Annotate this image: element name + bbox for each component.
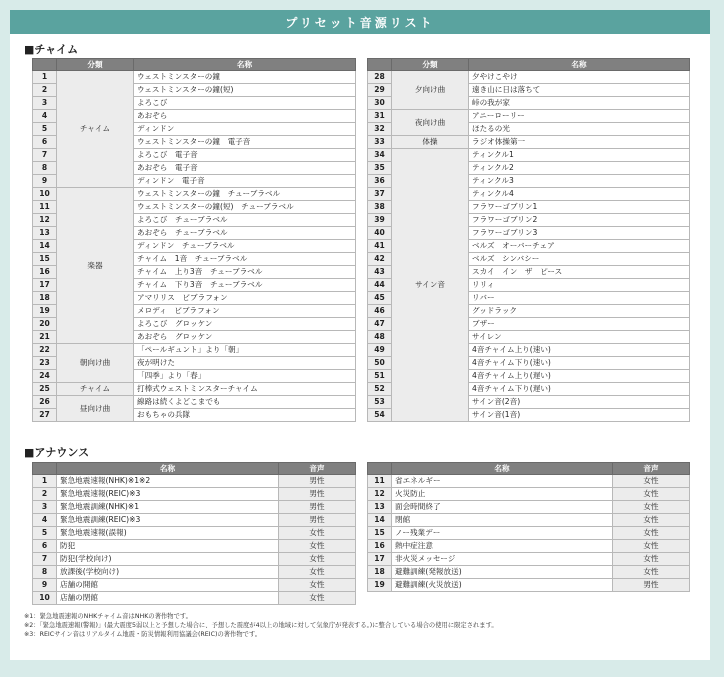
announce-no-header xyxy=(33,463,57,475)
row-number: 2 xyxy=(33,488,57,501)
row-number: 9 xyxy=(33,175,57,188)
table-row xyxy=(33,383,356,396)
row-number: 50 xyxy=(368,357,392,370)
announcement-name: 防犯(学校向け) xyxy=(57,553,279,566)
row-number: 30 xyxy=(368,97,392,110)
table-row xyxy=(33,488,356,501)
row-number: 11 xyxy=(368,475,392,488)
sound-name: アマリリス ビブラフォン xyxy=(134,292,356,305)
sound-name: 4音チャイム下り(遅い) xyxy=(469,383,690,396)
row-number: 38 xyxy=(368,201,392,214)
sound-name: ベルズ オーバーチェア xyxy=(469,240,690,253)
row-number: 11 xyxy=(33,201,57,214)
row-number: 8 xyxy=(33,162,57,175)
category-cell: サイン音 xyxy=(392,149,469,422)
row-number: 16 xyxy=(33,266,57,279)
announce-voice-header: 音声 xyxy=(613,463,690,475)
announcement-name: 店舗の開館 xyxy=(57,579,279,592)
voice-cell: 女性 xyxy=(613,566,690,579)
footnote: ※1：緊急地震速報のNHKチャイム音はNHKの著作物です。 xyxy=(24,613,192,620)
row-number: 10 xyxy=(33,188,57,201)
voice-cell: 女性 xyxy=(613,501,690,514)
sound-name: 4音チャイム上り(遅い) xyxy=(469,370,690,383)
sound-name: グッドラック xyxy=(469,305,690,318)
table-row xyxy=(368,475,690,488)
row-number: 48 xyxy=(368,331,392,344)
sound-name: チャイム 上り3音 チューブラベル xyxy=(134,266,356,279)
category-cell: 楽器 xyxy=(57,188,134,344)
table-row xyxy=(33,475,356,488)
row-number: 35 xyxy=(368,162,392,175)
row-number: 1 xyxy=(33,475,57,488)
row-number: 15 xyxy=(33,253,57,266)
row-number: 2 xyxy=(33,84,57,97)
table-row xyxy=(33,71,356,84)
chime-section-heading: ■チャイム xyxy=(24,43,79,56)
sound-name: チャイム 1音 チューブラベル xyxy=(134,253,356,266)
sound-name: サイレン xyxy=(469,331,690,344)
sound-name: よろこび 電子音 xyxy=(134,149,356,162)
table-row xyxy=(33,514,356,527)
sound-name: あおぞら チューブラベル xyxy=(134,227,356,240)
voice-cell: 女性 xyxy=(613,527,690,540)
row-number: 25 xyxy=(33,383,57,396)
category-cell: チャイム xyxy=(57,71,134,188)
announcement-name: 避難訓練(火災放送) xyxy=(392,579,613,592)
footnote: ※3：REICサイン音はリアルタイム地震・防災情報利用協議会(REIC)の著作物です。 xyxy=(24,631,262,638)
sound-name: 打棒式ウェストミンスターチャイム xyxy=(134,383,356,396)
row-number: 54 xyxy=(368,409,392,422)
table-row xyxy=(368,501,690,514)
announcement-name: 放課後(学校向け) xyxy=(57,566,279,579)
row-number: 31 xyxy=(368,110,392,123)
row-number: 19 xyxy=(368,579,392,592)
row-number: 49 xyxy=(368,344,392,357)
row-number: 13 xyxy=(368,501,392,514)
table-row xyxy=(368,553,690,566)
announce-section-heading: ■アナウンス xyxy=(24,446,90,459)
table-row xyxy=(368,149,690,162)
sound-name: リバー xyxy=(469,292,690,305)
row-number: 43 xyxy=(368,266,392,279)
announcement-name: 閉館 xyxy=(392,514,613,527)
sound-name: ディンドン チューブラベル xyxy=(134,240,356,253)
chime-table-left xyxy=(32,58,356,422)
voice-cell: 女性 xyxy=(613,553,690,566)
row-number: 10 xyxy=(33,592,57,605)
sound-name: ウェストミンスターの鐘 チューブラベル xyxy=(134,188,356,201)
chime-no-header xyxy=(368,59,392,71)
row-number: 46 xyxy=(368,305,392,318)
sound-name: 4音チャイム下り(速い) xyxy=(469,357,690,370)
row-number: 28 xyxy=(368,71,392,84)
row-number: 52 xyxy=(368,383,392,396)
sound-name: ウェストミンスターの鐘(短) xyxy=(134,84,356,97)
chime-name-header: 名称 xyxy=(469,59,690,71)
row-number: 12 xyxy=(368,488,392,501)
announcement-name: 省エネルギー xyxy=(392,475,613,488)
sound-name: リリィ xyxy=(469,279,690,292)
sound-name: ブザー xyxy=(469,318,690,331)
sound-name: ティンクル1 xyxy=(469,149,690,162)
row-number: 36 xyxy=(368,175,392,188)
sound-name: 「四季」より「春」 xyxy=(134,370,356,383)
announcement-name: 緊急地震訓練(NHK)※1 xyxy=(57,501,279,514)
row-number: 53 xyxy=(368,396,392,409)
announcement-name: 店舗の閉館 xyxy=(57,592,279,605)
category-cell: 朝向け曲 xyxy=(57,344,134,383)
row-number: 29 xyxy=(368,84,392,97)
table-row xyxy=(368,488,690,501)
sound-name: フラワーゴブリン3 xyxy=(469,227,690,240)
table-row xyxy=(33,566,356,579)
row-number: 19 xyxy=(33,305,57,318)
voice-cell: 女性 xyxy=(279,566,356,579)
table-row xyxy=(33,540,356,553)
announcement-name: 面会時間終了 xyxy=(392,501,613,514)
row-number: 34 xyxy=(368,149,392,162)
voice-cell: 女性 xyxy=(279,527,356,540)
row-number: 9 xyxy=(33,579,57,592)
sound-name: ウェストミンスターの鐘 xyxy=(134,71,356,84)
row-number: 20 xyxy=(33,318,57,331)
voice-cell: 女性 xyxy=(613,488,690,501)
table-row xyxy=(368,566,690,579)
row-number: 3 xyxy=(33,97,57,110)
announcement-name: 非火災メッセージ xyxy=(392,553,613,566)
voice-cell: 女性 xyxy=(613,540,690,553)
sound-name: チャイム 下り3音 チューブラベル xyxy=(134,279,356,292)
announcement-name: 緊急地震訓練(REIC)※3 xyxy=(57,514,279,527)
table-row xyxy=(368,514,690,527)
chime-category-header: 分類 xyxy=(392,59,469,71)
voice-cell: 男性 xyxy=(279,488,356,501)
voice-cell: 女性 xyxy=(613,514,690,527)
announcement-name: 緊急地震速報(誤報) xyxy=(57,527,279,540)
row-number: 5 xyxy=(33,123,57,136)
table-row xyxy=(368,71,690,84)
sound-name: サイン音(1音) xyxy=(469,409,690,422)
sound-name: フラワーゴブリン2 xyxy=(469,214,690,227)
row-number: 45 xyxy=(368,292,392,305)
announcement-name: 火災防止 xyxy=(392,488,613,501)
voice-cell: 男性 xyxy=(613,579,690,592)
category-cell: 昼向け曲 xyxy=(57,396,134,422)
row-number: 4 xyxy=(33,514,57,527)
table-row xyxy=(33,579,356,592)
sound-name: アニーローリー xyxy=(469,110,690,123)
sound-name: あおぞら グロッケン xyxy=(134,331,356,344)
row-number: 6 xyxy=(33,136,57,149)
sound-name: ティンクル2 xyxy=(469,162,690,175)
row-number: 37 xyxy=(368,188,392,201)
row-number: 18 xyxy=(368,566,392,579)
chime-table-right xyxy=(367,58,690,422)
row-number: 40 xyxy=(368,227,392,240)
row-number: 23 xyxy=(33,357,57,370)
sound-name: サイン音(2音) xyxy=(469,396,690,409)
sound-name: スカイ イン ザ ピース xyxy=(469,266,690,279)
voice-cell: 女性 xyxy=(279,579,356,592)
row-number: 39 xyxy=(368,214,392,227)
sound-name: あおぞら xyxy=(134,110,356,123)
announce-voice-header: 音声 xyxy=(279,463,356,475)
voice-cell: 男性 xyxy=(279,501,356,514)
sound-name: 夜が明けた xyxy=(134,357,356,370)
table-row xyxy=(33,501,356,514)
category-cell: 体操 xyxy=(392,136,469,149)
sound-name: 峠の我が家 xyxy=(469,97,690,110)
announcement-name: 防犯 xyxy=(57,540,279,553)
announcement-name: 熱中症注意 xyxy=(392,540,613,553)
sound-name: よろこび グロッケン xyxy=(134,318,356,331)
sound-name: 「ペールギュント」より「朝」 xyxy=(134,344,356,357)
row-number: 7 xyxy=(33,149,57,162)
sound-name: フラワーゴブリン1 xyxy=(469,201,690,214)
row-number: 16 xyxy=(368,540,392,553)
table-row xyxy=(33,188,356,201)
row-number: 14 xyxy=(33,240,57,253)
category-cell: 夕向け曲 xyxy=(392,71,469,110)
row-number: 4 xyxy=(33,110,57,123)
sound-name: 遠き山に日は落ちて xyxy=(469,84,690,97)
table-row xyxy=(368,136,690,149)
row-number: 18 xyxy=(33,292,57,305)
row-number: 8 xyxy=(33,566,57,579)
row-number: 33 xyxy=(368,136,392,149)
row-number: 44 xyxy=(368,279,392,292)
table-row xyxy=(33,527,356,540)
row-number: 32 xyxy=(368,123,392,136)
table-row xyxy=(33,553,356,566)
announcement-name: ノー残業デー xyxy=(392,527,613,540)
announce-name-header: 名称 xyxy=(392,463,613,475)
row-number: 13 xyxy=(33,227,57,240)
category-cell: 夜向け曲 xyxy=(392,110,469,136)
sound-name: おもちゃの兵隊 xyxy=(134,409,356,422)
sound-name: 4音チャイム上り(速い) xyxy=(469,344,690,357)
row-number: 24 xyxy=(33,370,57,383)
announce-name-header: 名称 xyxy=(57,463,279,475)
chime-category-header: 分類 xyxy=(57,59,134,71)
row-number: 27 xyxy=(33,409,57,422)
sound-name: 線路は続くよどこまでも xyxy=(134,396,356,409)
sound-name: よろこび xyxy=(134,97,356,110)
row-number: 6 xyxy=(33,540,57,553)
row-number: 17 xyxy=(33,279,57,292)
row-number: 3 xyxy=(33,501,57,514)
row-number: 21 xyxy=(33,331,57,344)
sound-name: ほたるの光 xyxy=(469,123,690,136)
row-number: 51 xyxy=(368,370,392,383)
page-title: プリセット音源リスト xyxy=(10,10,710,34)
category-cell: チャイム xyxy=(57,383,134,396)
sound-name: ラジオ体操第一 xyxy=(469,136,690,149)
sound-name: よろこび チューブラベル xyxy=(134,214,356,227)
footnote: ※2：「緊急地震速報(警報)」(最大震度5弱以上と予想した場合に、予想した震度が4以上の地域に対して気象庁が発表する。)に整合している場合の使用に限定されます。 xyxy=(24,622,498,629)
voice-cell: 女性 xyxy=(613,475,690,488)
announce-table-left xyxy=(32,462,356,605)
row-number: 7 xyxy=(33,553,57,566)
row-number: 41 xyxy=(368,240,392,253)
announce-table-right xyxy=(367,462,690,592)
voice-cell: 女性 xyxy=(279,553,356,566)
announcement-name: 緊急地震速報(NHK)※1※2 xyxy=(57,475,279,488)
table-row xyxy=(33,344,356,357)
table-row xyxy=(33,396,356,409)
sound-name: ティンクル3 xyxy=(469,175,690,188)
sound-name: ティンクル4 xyxy=(469,188,690,201)
row-number: 17 xyxy=(368,553,392,566)
sound-name: ディンドン 電子音 xyxy=(134,175,356,188)
row-number: 22 xyxy=(33,344,57,357)
sound-name: メロディ ビブラフォン xyxy=(134,305,356,318)
voice-cell: 男性 xyxy=(279,475,356,488)
sound-name: 夕やけこやけ xyxy=(469,71,690,84)
row-number: 12 xyxy=(33,214,57,227)
row-number: 47 xyxy=(368,318,392,331)
footnotes xyxy=(24,612,684,639)
sound-name: ベルズ シンバシー xyxy=(469,253,690,266)
row-number: 15 xyxy=(368,527,392,540)
announcement-name: 緊急地震速報(REIC)※3 xyxy=(57,488,279,501)
table-row xyxy=(368,527,690,540)
row-number: 26 xyxy=(33,396,57,409)
row-number: 5 xyxy=(33,527,57,540)
table-row xyxy=(368,110,690,123)
voice-cell: 男性 xyxy=(279,514,356,527)
announcement-name: 避難訓練(発報放送) xyxy=(392,566,613,579)
table-row xyxy=(368,540,690,553)
announce-no-header xyxy=(368,463,392,475)
table-row xyxy=(368,579,690,592)
row-number: 1 xyxy=(33,71,57,84)
chime-name-header: 名称 xyxy=(134,59,356,71)
sound-name: ディンドン xyxy=(134,123,356,136)
chime-no-header xyxy=(33,59,57,71)
row-number: 14 xyxy=(368,514,392,527)
voice-cell: 女性 xyxy=(279,592,356,605)
row-number: 42 xyxy=(368,253,392,266)
sound-name: ウェストミンスターの鐘 電子音 xyxy=(134,136,356,149)
table-row xyxy=(33,592,356,605)
voice-cell: 女性 xyxy=(279,540,356,553)
sound-name: あおぞら 電子音 xyxy=(134,162,356,175)
sound-name: ウェストミンスターの鐘(短) チューブラベル xyxy=(134,201,356,214)
